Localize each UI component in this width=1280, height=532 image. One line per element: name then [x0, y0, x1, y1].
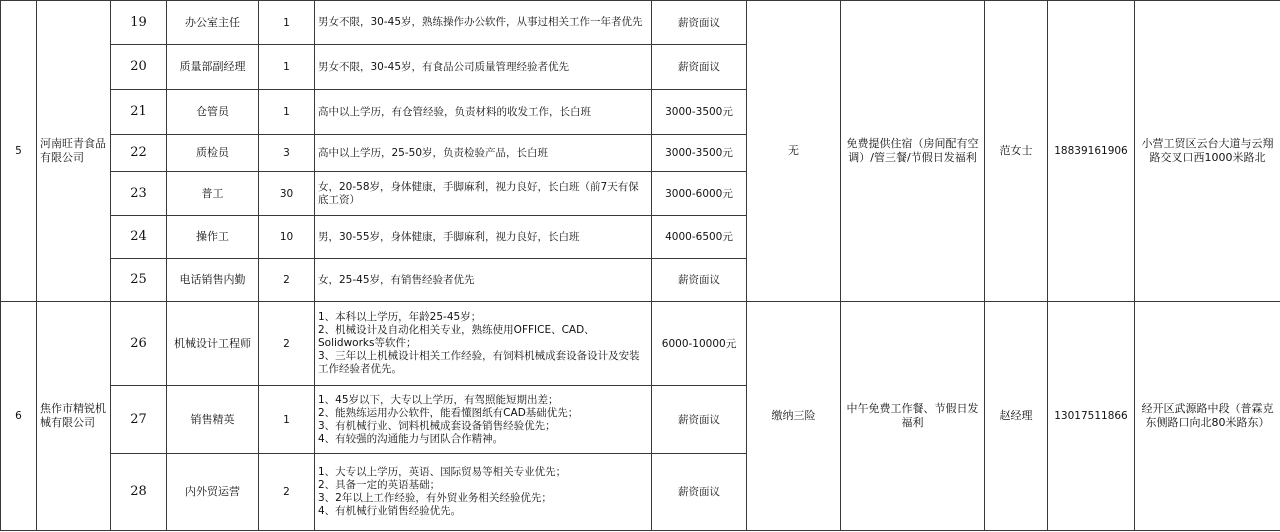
company-name: 河南旺青食品有限公司	[37, 1, 111, 302]
job-count: 1	[259, 1, 315, 45]
job-requirements	[315, 90, 652, 135]
company-insurance: 缴纳三险	[747, 302, 841, 531]
company-insurance: 无	[747, 1, 841, 302]
job-requirements	[315, 454, 652, 531]
job-salary: 薪资面议	[652, 259, 747, 302]
job-number: 24	[111, 216, 167, 259]
job-count: 2	[259, 259, 315, 302]
requirement-line: 1、45岁以下，大专以上学历，有驾照能短期出差；	[318, 393, 559, 406]
company-benefits: 免费提供住宿（房间配有空调）/管三餐/节假日发福利	[841, 1, 985, 302]
job-count: 1	[259, 386, 315, 454]
job-salary: 薪资面议	[652, 454, 747, 531]
company-address: 经开区武源路中段（普霖克东侧路口向北80米路东）	[1135, 302, 1280, 531]
job-requirements	[315, 302, 652, 386]
job-number: 23	[111, 172, 167, 216]
job-number: 21	[111, 90, 167, 135]
job-number: 19	[111, 1, 167, 45]
requirement-line: 男，30-55岁，身体健康，手脚麻利，视力良好，长白班	[318, 230, 580, 243]
job-salary: 3000-3500元	[652, 90, 747, 135]
job-count: 1	[259, 90, 315, 135]
requirement-line: 女，25-45岁，有销售经验者优先	[318, 273, 475, 286]
job-salary: 3000-3500元	[652, 135, 747, 172]
job-salary: 薪资面议	[652, 45, 747, 90]
requirement-line: 4、有较强的沟通能力与团队合作精神。	[318, 432, 504, 445]
company-contact: 赵经理	[985, 302, 1048, 531]
job-title: 质量部副经理	[167, 45, 259, 90]
job-salary: 6000-10000元	[652, 302, 747, 386]
table-row	[1, 1, 1280, 45]
company-address: 小营工贸区云台大道与云翔路交叉口西1000米路北	[1135, 1, 1280, 302]
job-number: 20	[111, 45, 167, 90]
company-benefits: 中午免费工作餐、节假日发福利	[841, 302, 985, 531]
requirement-line: 女，20-58岁，身体健康，手脚麻利，视力良好，长白班（前7天有保底工资）	[318, 180, 639, 206]
job-number: 22	[111, 135, 167, 172]
job-number: 26	[111, 302, 167, 386]
requirement-line: 1、大专以上学历，英语、国际贸易等相关专业优先；	[318, 466, 567, 478]
requirement-line: 3、有机械行业、饲料机械成套设备销售经验优先；	[318, 419, 556, 432]
requirement-line: 2、能熟练运用办公软件，能看懂图纸有CAD基础优先；	[318, 406, 579, 419]
company-contact: 范女士	[985, 1, 1048, 302]
job-salary: 薪资面议	[652, 386, 747, 454]
requirement-line: 3、2年以上工作经验，有外贸业务相关经验优先；	[318, 492, 552, 504]
requirement-line: 男女不限，30-45岁，熟练操作办公软件，从事过相关工作一年者优先	[318, 16, 643, 28]
requirement-line: 2、机械设计及自动化相关专业，熟练使用OFFICE、CAD、Solidworks等软件；	[318, 324, 595, 349]
requirement-line: 2、具备一定的英语基础；	[318, 479, 441, 491]
job-requirements	[315, 135, 652, 172]
requirement-line: 高中以上学历，有仓管经验，负责材料的收发工作，长白班	[318, 105, 591, 118]
job-count: 2	[259, 454, 315, 531]
job-title: 操作工	[167, 216, 259, 259]
job-title: 办公室主任	[167, 1, 259, 45]
job-count: 10	[259, 216, 315, 259]
requirement-line: 高中以上学历，25-50岁，负责检验产品，长白班	[318, 146, 549, 159]
requirement-line: 4、有机械行业销售经验优先。	[318, 505, 462, 517]
job-title: 普工	[167, 172, 259, 216]
job-count: 30	[259, 172, 315, 216]
requirement-line: 3、三年以上机械设计相关工作经验，有饲料机械成套设备设计及安装工作经验者优先。	[318, 350, 640, 375]
job-requirements	[315, 386, 652, 454]
job-requirements	[315, 1, 652, 45]
company-index: 5	[1, 1, 37, 302]
job-count: 2	[259, 302, 315, 386]
job-salary: 薪资面议	[652, 1, 747, 45]
job-count: 3	[259, 135, 315, 172]
job-title: 销售精英	[167, 386, 259, 454]
job-number: 28	[111, 454, 167, 531]
job-title: 内外贸运营	[167, 454, 259, 531]
job-title: 机械设计工程师	[167, 302, 259, 386]
job-salary: 4000-6500元	[652, 216, 747, 259]
company-name: 焦作市精锐机械有限公司	[37, 302, 111, 531]
company-phone: 13017511866	[1048, 302, 1135, 531]
job-title: 质检员	[167, 135, 259, 172]
job-number: 25	[111, 259, 167, 302]
job-title: 仓管员	[167, 90, 259, 135]
requirement-line: 男女不限，30-45岁，有食品公司质量管理经验者优先	[318, 60, 570, 73]
job-requirements	[315, 172, 652, 216]
job-title: 电话销售内勤	[167, 259, 259, 302]
requirement-line: 1、本科以上学历，年龄25-45岁；	[318, 311, 482, 323]
job-count: 1	[259, 45, 315, 90]
job-requirements	[315, 259, 652, 302]
table-row	[1, 302, 1280, 386]
job-requirements	[315, 216, 652, 259]
job-number: 27	[111, 386, 167, 454]
company-index: 6	[1, 302, 37, 531]
job-salary: 3000-6000元	[652, 172, 747, 216]
job-requirements	[315, 45, 652, 90]
company-phone: 18839161906	[1048, 1, 1135, 302]
